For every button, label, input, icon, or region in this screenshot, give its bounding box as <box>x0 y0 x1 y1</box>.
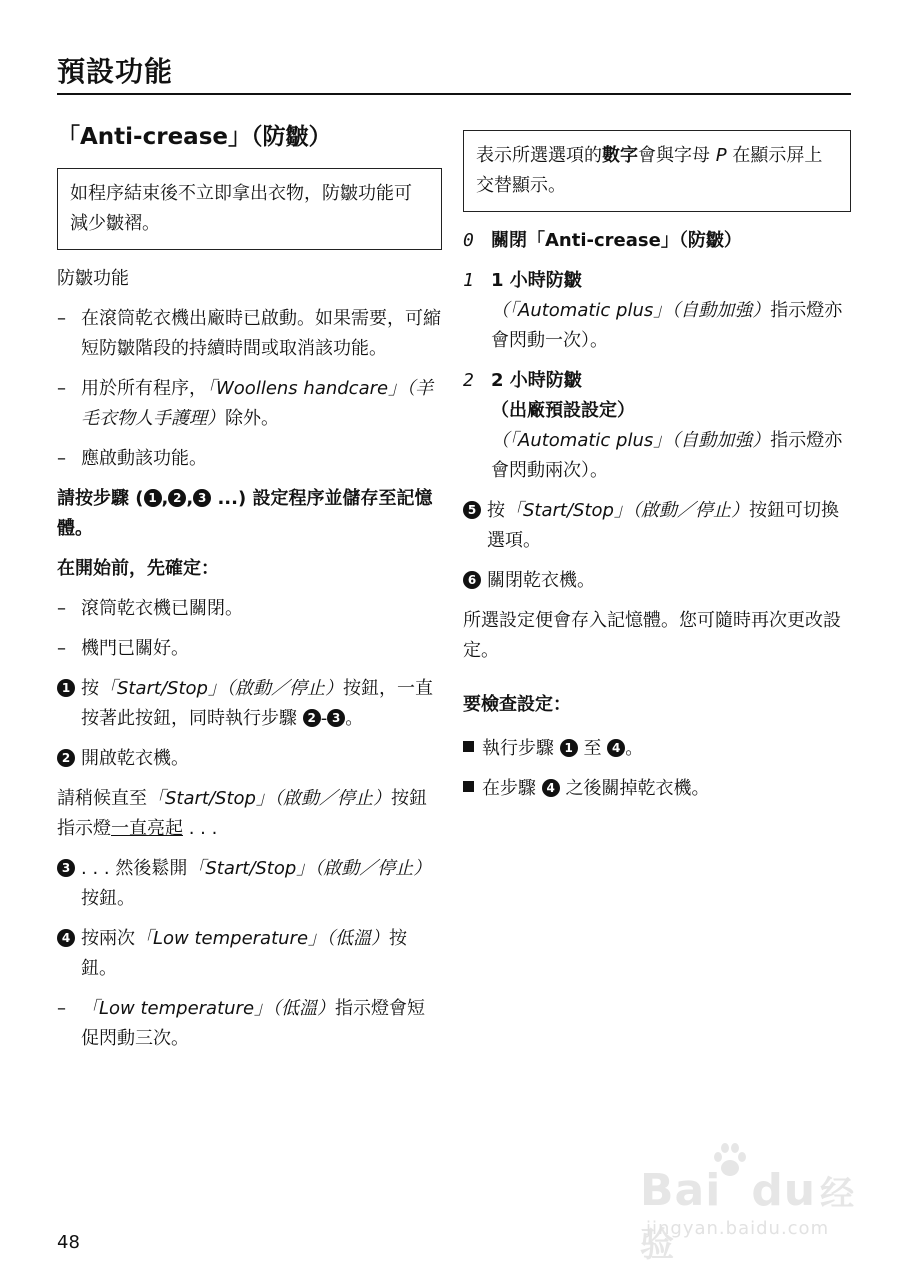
step-number-icon: 2 <box>168 489 186 507</box>
step-number-icon: 1 <box>560 739 578 757</box>
header-divider <box>57 93 851 95</box>
option-2: 2 2 小時防皺 （出廠預設設定） （「Automatic plus」（自動加強）指示燈亦會閃動兩次）。 <box>463 370 843 481</box>
step-number-icon: 2 <box>303 709 321 727</box>
step-number-icon: 5 <box>463 501 481 519</box>
before-heading: 在開始前，先確定： <box>57 558 219 579</box>
intro-box: 如程序結束後不立即拿出衣物，防皺功能可減少皺褶。 <box>57 168 442 250</box>
step-number-icon: 2 <box>57 749 75 767</box>
step-number-icon: 4 <box>542 779 560 797</box>
wait-paragraph: 請稍候直至「Start/Stop」（啟動／停止）按鈕指示燈一直亮起 . . . <box>57 788 427 839</box>
step-number-icon: 1 <box>144 489 162 507</box>
step-number-icon: 4 <box>57 929 75 947</box>
step-5: 5 按「Start/Stop」（啟動／停止）按鈕可切換選項。 <box>463 496 851 556</box>
step-number-icon: 3 <box>327 709 345 727</box>
step-number-icon: 6 <box>463 571 481 589</box>
option-1: 1 1 小時防皺 （「Automatic plus」（自動加強）指示燈亦會閃動一次）。 <box>463 270 843 351</box>
list-item: – 在滾筒乾衣機出廠時已啟動。如果需要，可縮短防皺階段的持續時間或取消該功能。 <box>57 308 441 359</box>
square-bullet-icon <box>463 781 474 792</box>
step-number-icon: 1 <box>57 679 75 697</box>
list-item: – 滾筒乾衣機已關閉。 <box>57 598 243 619</box>
check-heading: 要檢查設定： <box>463 694 571 715</box>
step-number-icon: 4 <box>607 739 625 757</box>
check-item: 在步驟 4 之後關掉乾衣機。 <box>463 774 851 804</box>
page-title: 預設功能 <box>57 55 174 88</box>
saved-paragraph: 所選設定便會存入記憶體。您可隨時再次更改設定。 <box>463 610 841 661</box>
step-4: 4 按兩次「Low temperature」（低溫）按鈕。 <box>57 924 442 984</box>
watermark-url: jingyan.baidu.com <box>646 1218 830 1239</box>
option-0: 0 關閉「Anti-crease」（防皺） <box>463 230 742 251</box>
list-item: – 應啟動該功能。 <box>57 448 207 469</box>
step-number-icon: 3 <box>57 859 75 877</box>
square-bullet-icon <box>463 741 474 752</box>
baidu-watermark <box>640 1140 860 1265</box>
list-item: – 用於所有程序，「Woollens handcare」（羊毛衣物人手護理）除外。 <box>57 378 434 429</box>
right-column <box>463 130 851 814</box>
steps-heading: 請按步驟 ( 1 , 2 , 3 ...) 設定程序並儲存至記憶體。 <box>57 488 433 539</box>
display-note-box: 表示所選選項的數字會與字母 P 在顯示屏上交替顯示。 <box>463 130 851 212</box>
section-title: 「Anti-crease」（防皺） <box>57 124 332 150</box>
watermark-logo: Bai du 经验 <box>640 1165 856 1265</box>
feature-label: 防皺功能 <box>57 268 129 289</box>
check-item: 執行步驟 1 至 4 。 <box>463 734 851 764</box>
step-2: 2 開啟乾衣機。 <box>57 744 442 774</box>
step-3: 3 . . . 然後鬆開「Start/Stop」（啟動／停止）按鈕。 <box>57 854 442 914</box>
list-item: – 「Low temperature」（低溫）指示燈會短促閃動三次。 <box>57 998 426 1049</box>
step-number-icon: 3 <box>193 489 211 507</box>
left-column <box>57 120 442 1064</box>
list-item: – 機門已關好。 <box>57 638 189 659</box>
step-1: 1 按「Start/Stop」（啟動／停止）按鈕，一直按著此按鈕，同時執行步驟 2 - 3 。 <box>57 674 442 734</box>
page-number: 48 <box>57 1232 80 1253</box>
step-6: 6 關閉乾衣機。 <box>463 566 851 596</box>
